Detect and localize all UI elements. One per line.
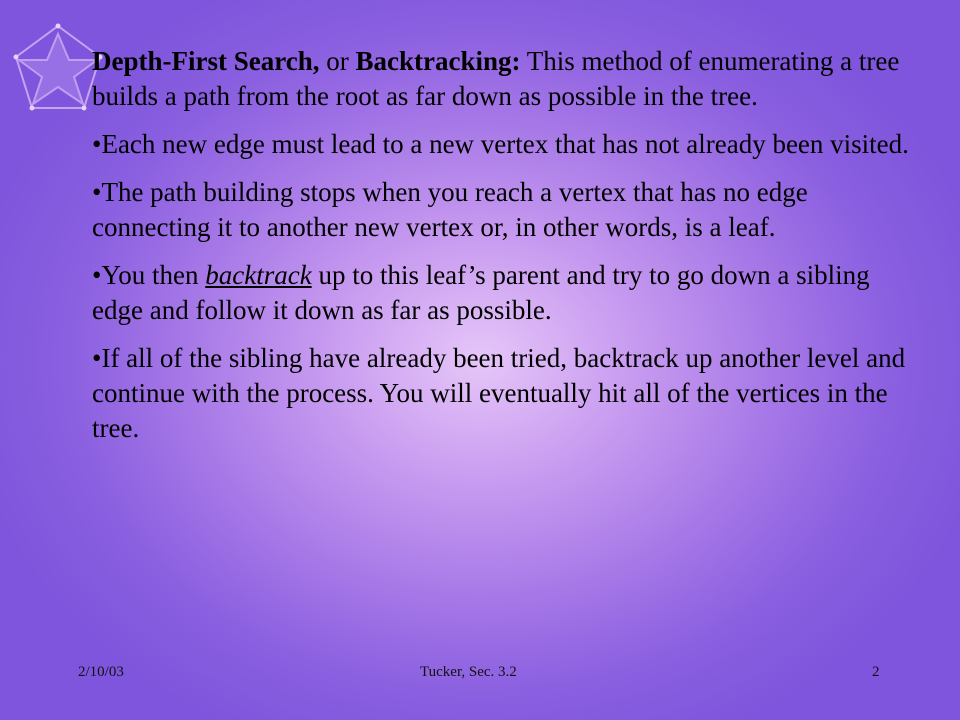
- bullet-3-before: •You then: [92, 260, 206, 290]
- backtrack-emphasis: backtrack: [205, 260, 312, 290]
- slide-number: 2: [872, 664, 880, 680]
- slide-body: [92, 44, 922, 459]
- bullet-1: •Each new edge must lead to a new vertex that has not already been visited.: [92, 129, 909, 159]
- bullet-2: •The path building stops when you reach a vertex that has no edge connecting it to another new vertex or, in other words, is a leaf.: [92, 177, 808, 242]
- term-depth-first-search: Depth-First Search,: [92, 46, 320, 76]
- term-backtracking: Backtracking:: [355, 46, 521, 76]
- bullet-3: [92, 258, 922, 328]
- footer-date: 2/10/03: [78, 664, 124, 680]
- intro-connector: or: [319, 46, 356, 76]
- intro-text: This method of enumerating a tree builds a path from the root as far down as possible in the tree.: [92, 46, 900, 111]
- footer-title: Tucker, Sec. 3.2: [420, 664, 517, 680]
- intro-paragraph: [92, 44, 922, 114]
- bullet-3-after: up to this leaf’s parent and try to go down a sibling edge and follow it down as far as possible.: [92, 260, 870, 325]
- bullet-4: •If all of the sibling have already been tried, backtrack up another level and continue with the process. You will eventually hit all of the vertices in the tree.: [92, 343, 906, 443]
